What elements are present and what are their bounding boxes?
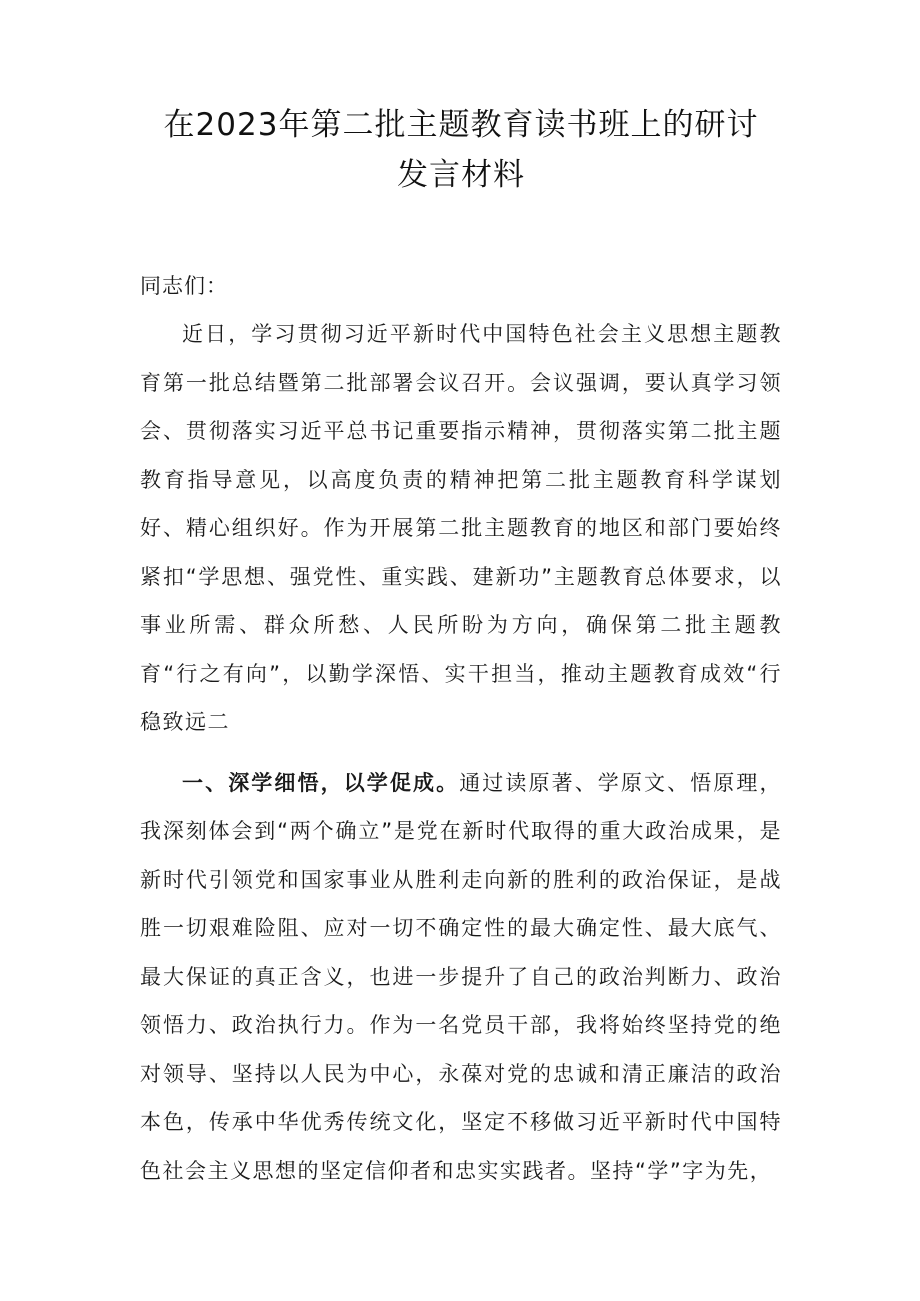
section-one-body: 通过读原著、学原文、悟原理，我深刻体会到“两个确立”是党在新时代取得的重大政治成果，是新时代引领党和国家事业从胜利走向新的胜利的政治保证，是战胜一切艰难险阻、应对一切不确定性的最大确定性、最大底气、最大保证的真正含义，也进一步提升了自己的政治判断力、政治领悟力、政治执行力。作为一名党员干部，我将始终坚持党的绝对领导、坚持以人民为中心，永葆对党的忠诚和清正廉洁的政治本色，传承中华优秀传统文化，坚定不移做习近平新时代中国特色社会主义思想的坚定信仰者和忠实实践者。坚持“学”字为先， bbox=[140, 770, 783, 1183]
section-one-heading: 一、深学细悟，以学促成。 bbox=[182, 770, 460, 795]
document-title-line-1: 在2023年第二批主题教育读书班上的研讨 bbox=[163, 107, 759, 143]
document-title bbox=[140, 100, 782, 200]
document-title-line-2: 发言材料 bbox=[397, 157, 525, 193]
salutation: 同志们： bbox=[140, 274, 228, 298]
paragraph-section-one bbox=[140, 759, 782, 1196]
paragraph-intro: 近日，学习贯彻习近平新时代中国特色社会主义思想主题教育第一批总结暨第二批部署会议召开。会议强调，要认真学习领会、贯彻落实习近平总书记重要指示精神，贯彻落实第二批主题教育指导意见，以高度负责的精神把第二批主题教育科学谋划好、精心组织好。作为开展第二批主题教育的地区和部门要始终紧扣“学思想、强党性、重实践、建新功”主题教育总体要求，以事业所需、群众所愁、人民所盼为方向，确保第二批主题教育“行之有向”，以勤学深悟、实干担当，推动主题教育成效“行稳致远二 bbox=[140, 322, 782, 734]
